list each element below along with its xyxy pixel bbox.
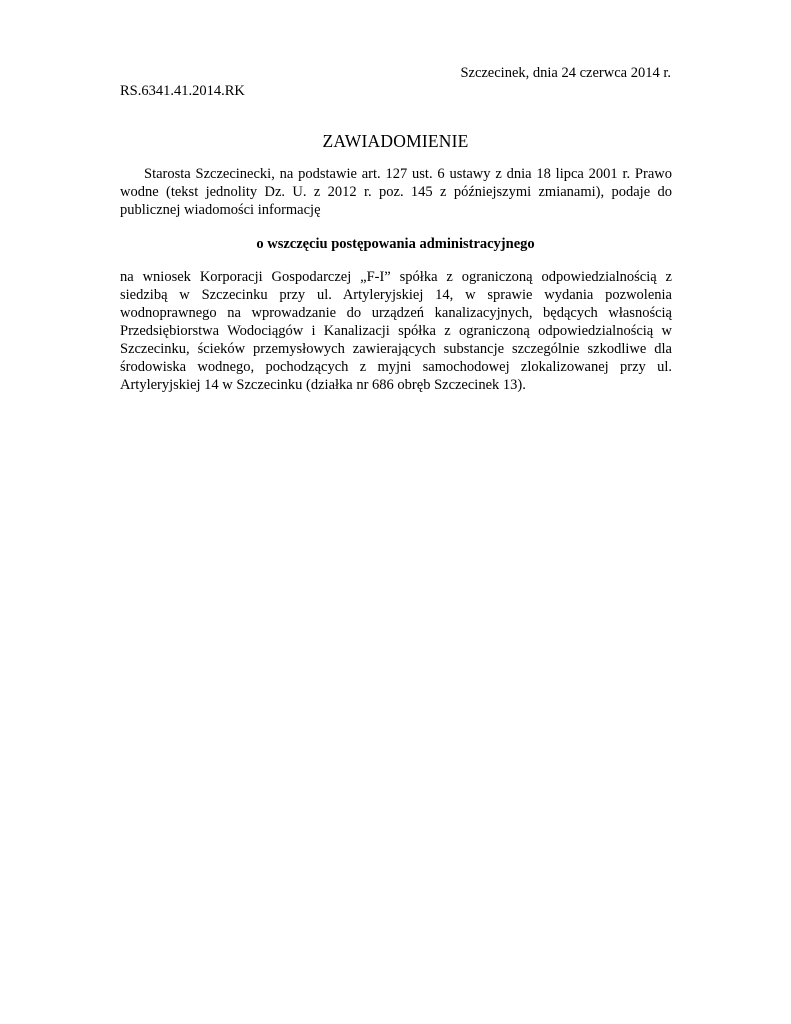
place-date: Szczecinek, dnia 24 czerwca 2014 r.: [460, 65, 671, 81]
document-title: ZAWIADOMIENIE: [322, 131, 469, 151]
subject-heading: o wszczęciu postępowania administracyjnego: [256, 236, 535, 252]
intro-paragraph: Starosta Szczecinecki, na podstawie art. 127 ust. 6 ustawy z dnia 18 lipca 2001 r. Prawo wodne (tekst jednolity Dz. U. z 2012 r. poz. 145 z późniejszymi zmianami), podaje do publicznej wiadomości informację: [120, 166, 672, 218]
reference-number: RS.6341.41.2014.RK: [120, 83, 245, 99]
body-paragraph: na wniosek Korporacji Gospodarczej „F-I” spółka z ograniczoną odpowiedzialnością z siedzibą w Szczecinku przy ul. Artyleryjskiej 14, w sprawie wydania pozwolenia wodnoprawnego na wprowadzanie do urządzeń kanalizacyjnych, będących własnością Przedsiębiorstwa Wodociągów i Kanalizacji spółka z ograniczoną odpowiedzialnością w Szczecinku, ścieków przemysłowych zawierających substancje szczególnie szkodliwe dla środowiska wodnego, pochodzących z myjni samochodowej zlokalizowanej przy ul. Artyleryjskiej 14 w Szczecinku (działka nr 686 obręb Szczecinek 13).: [120, 269, 672, 393]
